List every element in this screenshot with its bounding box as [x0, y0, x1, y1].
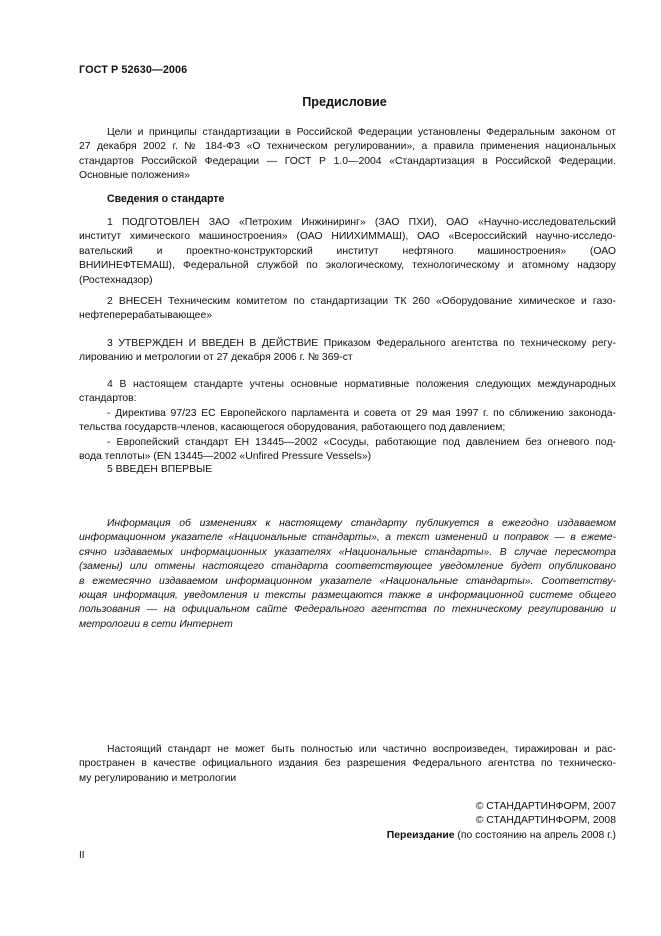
item-1-line: вательский и проектно-конструкторский институт нефтяного машиностроения» (ОАО	[79, 245, 616, 257]
item-4-line: - Европейский стандарт ЕН 13445—2002 «Сосуды, работающие под давлением без огневого под-	[107, 436, 616, 448]
item-2-line: 2 ВНЕСЕН Техническим комитетом по стандартизации ТК 260 «Оборудование химическое и газо-	[107, 296, 616, 307]
item-3-paragraph	[79, 337, 616, 366]
item-4-line: стандартов:	[79, 393, 137, 405]
notice-line: сячно издаваемых информационных указателях «Национальные стандарты». В случае пересмотра	[79, 546, 616, 558]
copyright-2008: © СТАНДАРТИНФОРМ, 2008	[475, 815, 616, 827]
reproduction-line: Настоящий стандарт не может быть полностью или частично воспроизведен, тиражирован и рас-	[107, 744, 616, 755]
item-4-paragraph	[79, 378, 616, 464]
notice-line: Информация об изменениях к настоящему стандарту публикуется в ежегодно издаваемом	[107, 518, 616, 529]
intro-line: Цели и принципы стандартизации в Российской Федерации установлены Федеральным законом от	[107, 127, 616, 138]
reprint-line	[387, 829, 616, 843]
item-4-line: вода теплоты» (EN 13445—2002 «Unfired Pressure Vessels»)	[79, 451, 372, 463]
intro-paragraph	[79, 126, 616, 184]
item-1-line: (Ростехнадзор)	[79, 274, 153, 286]
notice-line: пользования — на официальном сайте Федерального агентства по техническому регулированию и	[79, 604, 616, 616]
page-title: Предисловие	[302, 95, 387, 109]
item-2-line: нефтеперерабатывающее»	[79, 310, 213, 322]
intro-line: стандартов Российской Федерации — ГОСТ Р 1.0—2004 «Стандартизация в Российской Федерации.	[79, 155, 616, 167]
intro-line: Основные положения»	[79, 170, 190, 182]
item-3-line: 3 УТВЕРЖДЕН И ВВЕДЕН В ДЕЙСТВИЕ Приказом Федерального агентства по техническому регу-	[107, 338, 616, 349]
item-2-paragraph	[79, 295, 616, 324]
item-3-line: лированию и метрологии от 27 декабря 2006 г. № 369-ст	[79, 352, 353, 364]
intro-line: 27 декабря 2002 г. № 184-ФЗ «О техническом регулировании», а правила применения национальных	[79, 141, 616, 153]
reproduction-line: пространен в качестве официального издания без разрешения Федерального агентства по техническо-	[79, 758, 616, 770]
item-1-paragraph	[79, 216, 616, 288]
notice-line: информационном указателе «Национальные стандарты», а текст изменений и поправок — в ежеме-	[79, 532, 616, 544]
notice-line: ющая информация, уведомления и тексты размещаются также в информационной системе общего	[79, 590, 616, 602]
reproduction-line: му регулированию и метрологии	[79, 772, 237, 784]
notice-line: (замены) или отмены настоящего стандарта соответствующее уведомление будет опубликовано	[79, 561, 616, 573]
copyright-2007: © СТАНДАРТИНФОРМ, 2007	[475, 801, 616, 812]
item-1-line: 1 ПОДГОТОВЛЕН ЗАО «Петрохим Инжиниринг» (ЗАО ПХИ), ОАО «Научно-исследовательский	[107, 217, 616, 228]
notice-line: в ежемесячно издаваемом информационном указателе «Национальные стандарты». Соответству-	[79, 575, 616, 587]
amendment-notice	[79, 517, 616, 632]
standard-info-heading: Сведения о стандарте	[107, 193, 225, 205]
item-4-line: - Директива 97/23 ЕС Европейского парламента и совета от 29 мая 1997 г. по сближению законода-	[107, 407, 616, 419]
notice-line: метрологии в сети Интернет	[79, 618, 233, 630]
item-5-line: 5 ВВЕДЕН ВПЕРВЫЕ	[107, 464, 213, 475]
reproduction-notice	[79, 743, 616, 786]
item-4-line: тельства государств-членов, касающегося оборудования, работающего под давлением;	[79, 422, 506, 434]
reprint-label: Переиздание	[386, 829, 455, 841]
item-1-line: ВНИИНЕФТЕМАШ), Федеральной службой по экологическому, технологическому и атомному надзору	[79, 260, 616, 272]
reprint-note: (по состоянию на апрель 2008 г.)	[454, 829, 616, 841]
item-5-paragraph	[79, 463, 616, 477]
standard-code: ГОСТ Р 52630—2006	[79, 64, 188, 76]
item-4-line: 4 В настоящем стандарте учтены основные нормативные положения следующих международных	[107, 379, 616, 390]
item-1-line: институт химического машиностроения» (ОАО НИИХИММАШ), ОАО «Всероссийский научно-исследо-	[79, 231, 616, 243]
copyright-block	[387, 800, 616, 843]
page-number: II	[79, 850, 85, 861]
